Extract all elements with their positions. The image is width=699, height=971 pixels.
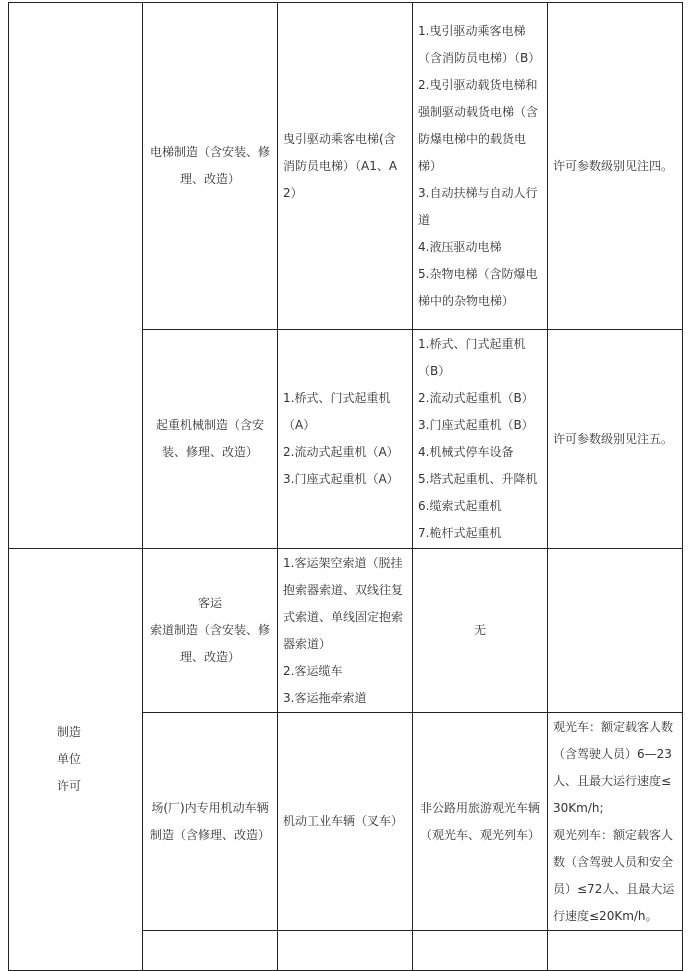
a-item: 2.流动式起重机（A） bbox=[283, 445, 399, 459]
a-level bbox=[278, 549, 413, 713]
b-item: 4.机械式停车设备 bbox=[418, 445, 514, 459]
a-item: 1.客运架空索道（脱挂抱索器索道、双线往复式索道、单线固定抱索器索道） bbox=[283, 555, 404, 651]
b-item: 4.液压驱动电梯 bbox=[418, 239, 502, 254]
item-name-line: 客运 bbox=[197, 596, 222, 610]
b-item: 1.桥式、门式起重机（B） bbox=[418, 337, 526, 378]
license-table bbox=[8, 2, 683, 971]
item-name: 场(厂)内专用机动车辆制造（含修理、改造） bbox=[143, 713, 278, 931]
a-item: 3.门座式起重机（A） bbox=[283, 472, 399, 486]
note-item: 观光列车：额定载客人数（含驾驶人员和安全员）≤72人、且最大运行速度≤20Km/h。 bbox=[553, 827, 675, 923]
empty-cell bbox=[278, 931, 413, 971]
a-level: 曳引驱动乘客电梯(含消防员电梯）（A1、A2） bbox=[278, 3, 413, 330]
b-level: 非公路用旅游观光车辆（观光车、观光列车） bbox=[413, 713, 548, 931]
note-item: 观光车：额定载客人数（含驾驶人员）6—23人、且最大运行速度≤30Km/h; bbox=[553, 719, 674, 815]
b-item: 2.曳引驱动载货电梯和强制驱动载货电梯（含防爆电梯中的载货电梯） bbox=[418, 77, 539, 173]
note bbox=[548, 549, 683, 713]
b-item: 3.自动扶梯与自动人行道 bbox=[418, 185, 538, 227]
empty-cell bbox=[548, 931, 683, 971]
empty-cell bbox=[413, 931, 548, 971]
a-item: 2.客运缆车 bbox=[283, 663, 343, 678]
b-item: 5.杂物电梯（含防爆电梯中的杂物电梯） bbox=[418, 266, 538, 308]
a-item: 1.桥式、门式起重机（A） bbox=[283, 391, 391, 432]
b-item: 7.桅杆式起重机 bbox=[418, 526, 502, 540]
b-level bbox=[413, 330, 548, 549]
category-label: 单位 bbox=[57, 752, 82, 766]
empty-cell bbox=[143, 931, 278, 971]
b-item: 5.塔式起重机、升降机 bbox=[418, 472, 538, 486]
note: 许可参数级别见注五。 bbox=[548, 330, 683, 549]
category-label: 许可 bbox=[57, 779, 82, 793]
item-name-line: 索道制造（含安装、修理、改造） bbox=[149, 623, 270, 664]
item-name bbox=[143, 549, 278, 713]
a-level: 机动工业车辆（叉车） bbox=[278, 713, 413, 931]
table-row bbox=[9, 549, 683, 713]
category-cell-empty bbox=[9, 3, 143, 549]
b-item: 3.门座式起重机（B） bbox=[418, 418, 534, 432]
b-item: 6.缆索式起重机 bbox=[418, 499, 502, 513]
b-item: 2.流动式起重机（B） bbox=[418, 391, 534, 405]
category-label: 制造 bbox=[57, 725, 82, 739]
b-item: 1.曳引驱动乘客电梯（含消防员电梯）（B） bbox=[418, 23, 541, 65]
item-name: 电梯制造（含安装、修理、改造） bbox=[143, 3, 278, 330]
category-cell bbox=[9, 549, 143, 971]
a-level bbox=[278, 330, 413, 549]
a-item: 3.客运拖牵索道 bbox=[283, 690, 367, 705]
b-level: 无 bbox=[413, 549, 548, 713]
b-level bbox=[413, 3, 548, 330]
note bbox=[548, 713, 683, 931]
table-row bbox=[9, 3, 683, 330]
item-name: 起重机械制造（含安装、修理、改造） bbox=[143, 330, 278, 549]
note: 许可参数级别见注四。 bbox=[548, 3, 683, 330]
